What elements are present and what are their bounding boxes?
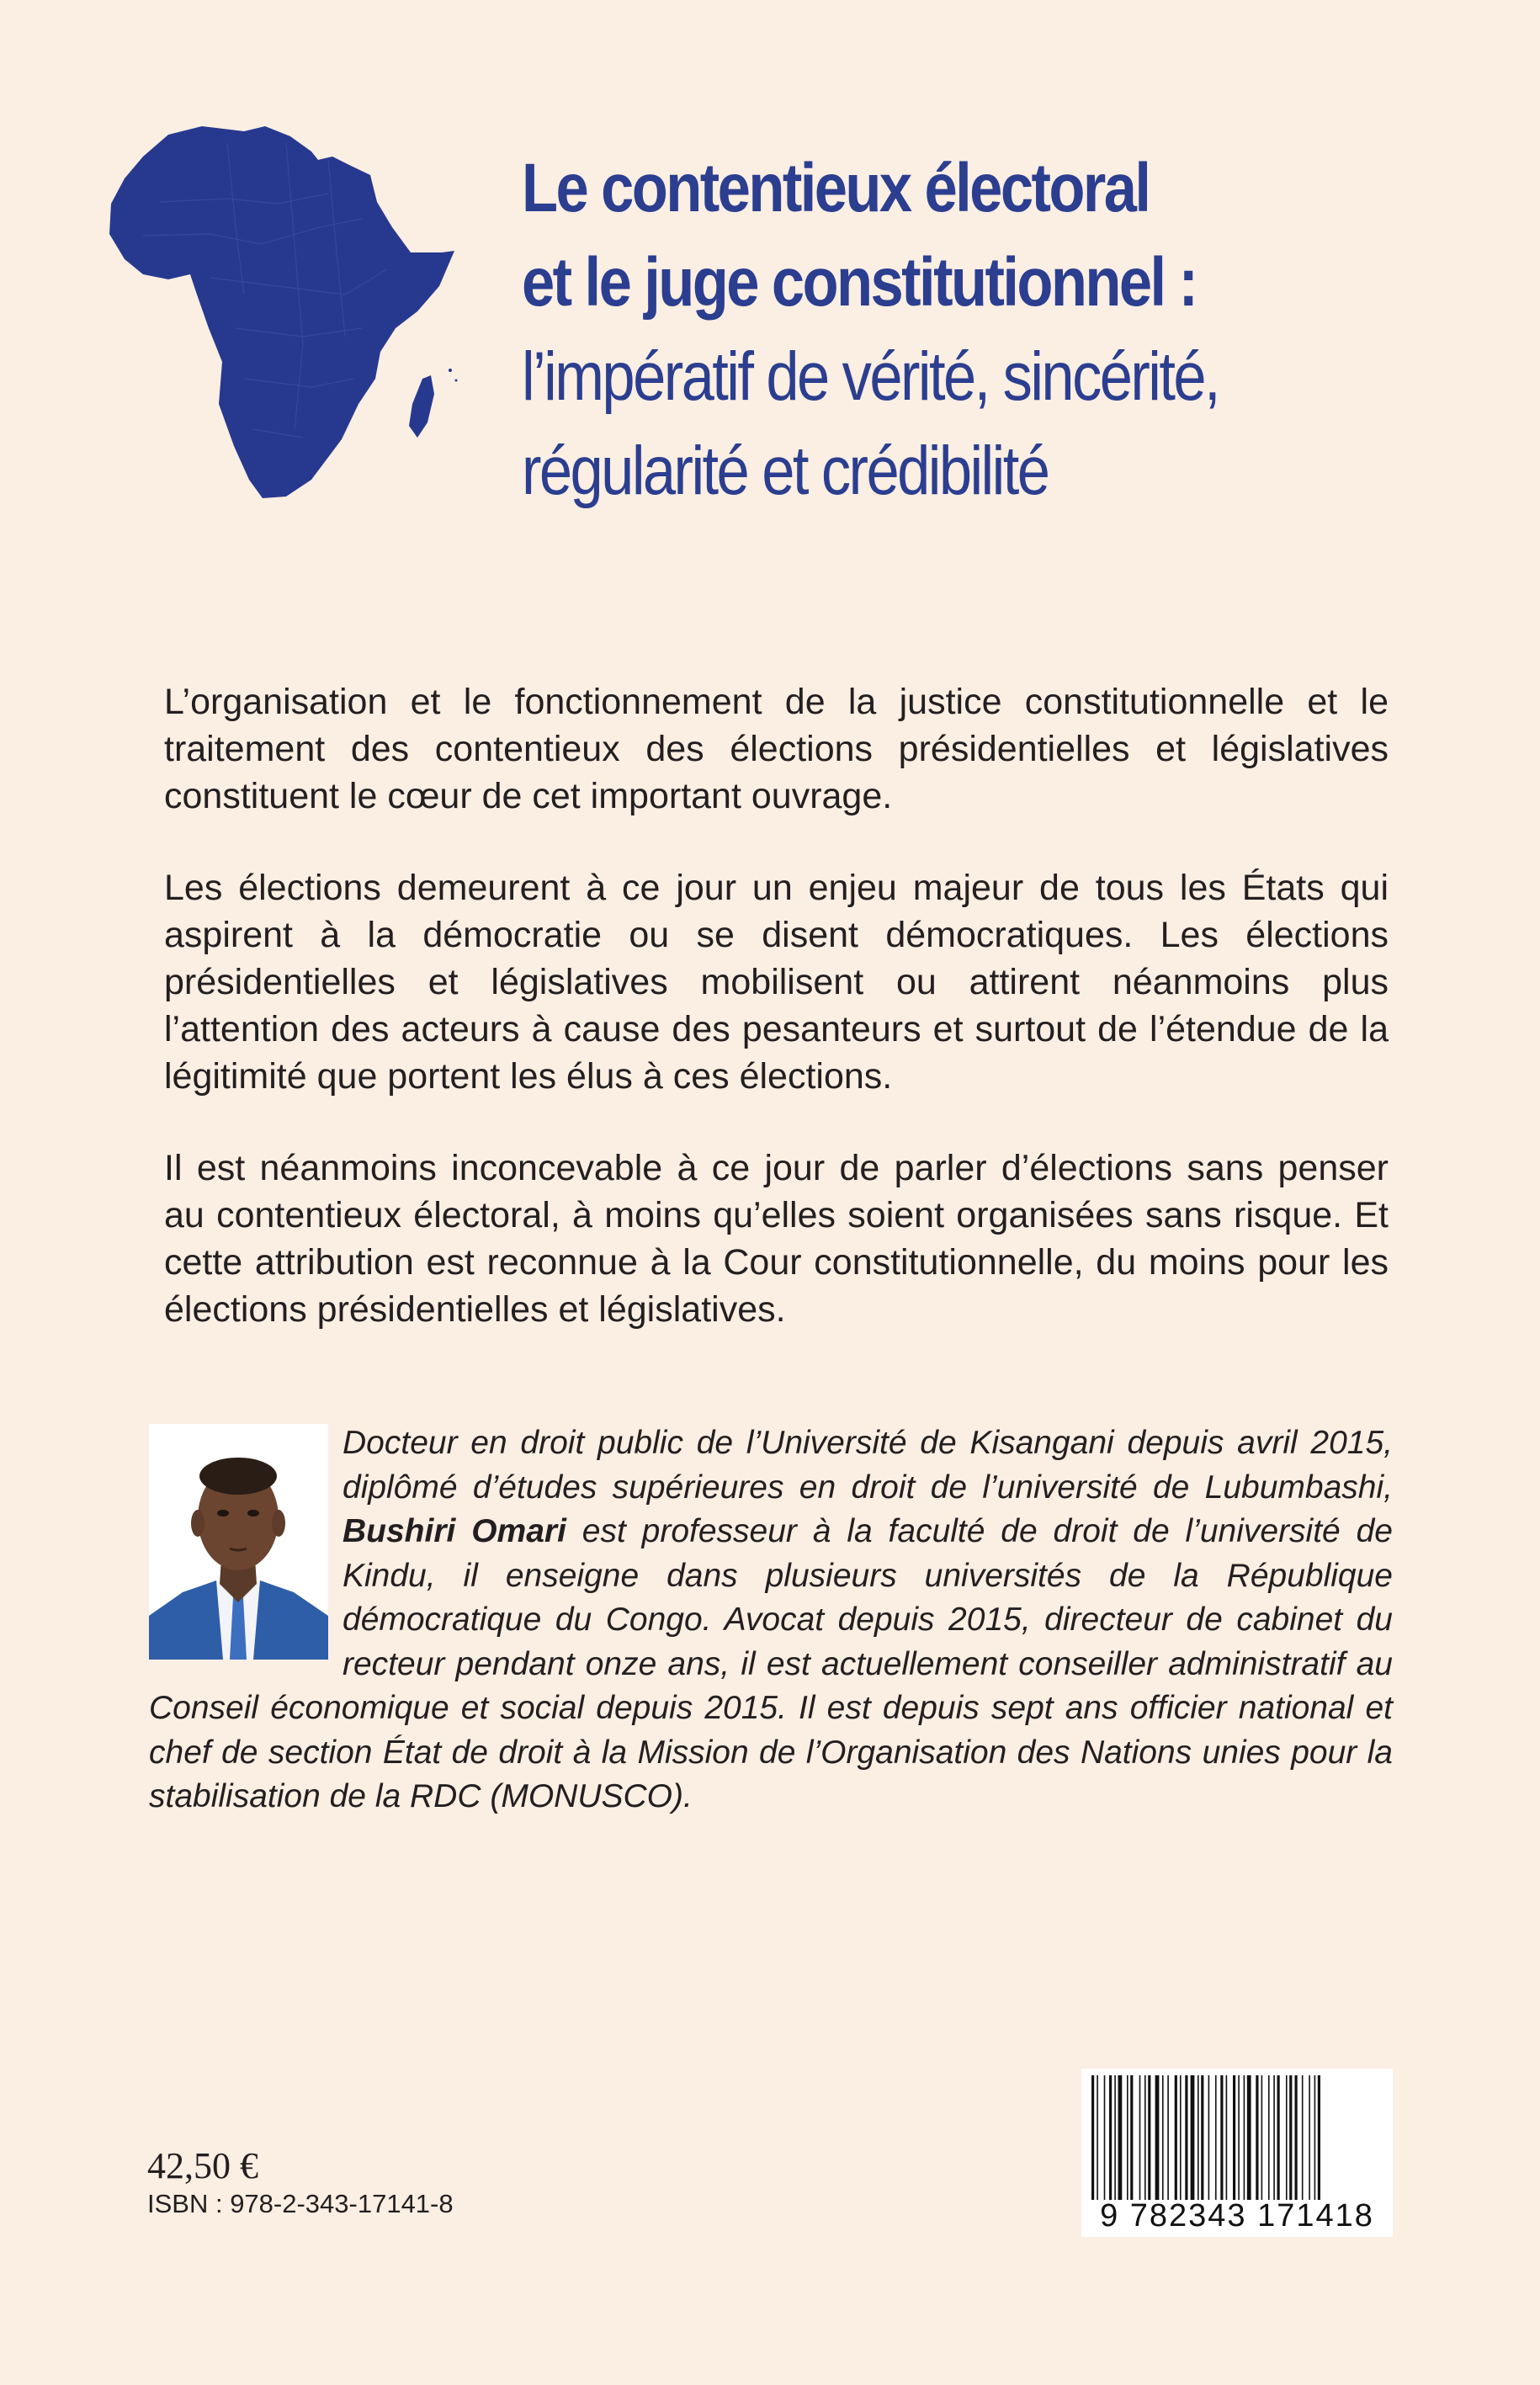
barcode-bar [1148,2075,1150,2200]
bio-text-after: est professeur à la faculté de droit de l’université de Kindu, il enseigne dans plusieurs universités de la République démocratique du Congo. Avocat depuis 2015, directeur de cabinet du recteur pendant onze ans, il est actuellement conseiller administratif au Conseil économique et social depuis 2015. Il est depuis sept ans officier national et chef de section État de droit à la Mission de l’Organisation des Nations unies pour la stabilisation de la RDC (MONUSCO). [149,1513,1393,1814]
isbn: ISBN : 978-2-343-17141-8 [147,2189,454,2218]
barcode-bar [1318,2075,1320,2200]
barcode-bar [1268,2075,1270,2200]
summary-paragraph-1: L’organisation et le fonctionnement de la justice constitutionnelle et le traitement des contentieux des élections présidentielles et législatives constituent le cœur de cet important ouvrage. [164,682,1389,816]
barcode-bar [1244,2075,1245,2200]
barcode-bar [1097,2075,1098,2200]
barcode-bar [1277,2075,1280,2200]
barcode-bar [1167,2075,1169,2200]
barcode-bar [1185,2075,1187,2200]
barcode-bar [1309,2075,1310,2200]
barcode-bar [1314,2075,1316,2200]
subtitle-line-2: régularité et crédibilité [522,433,1049,509]
barcode-bar [1261,2075,1263,2200]
author-name: Bushiri Omari [343,1513,566,1549]
barcode-bar [1091,2075,1094,2200]
barcode-bar [1238,2075,1240,2200]
bio-text-before: Docteur en droit public de l’Université de Kisangani depuis avril 2015, diplômé d’études supérieures en droit de l’université de Lubumbashi, [343,1425,1393,1506]
summary-paragraph-2: Les élections demeurent à ce jour un enjeu majeur de tous les États qui aspirent à la démocratie ou se disent démocratiques. Les élections présidentielles et législatives mobilisent ou attirent néanmoins plus l’attention des acteurs à cause des pesanteurs et surtout de l’étendue de la légitimité que portent les élus à ces élections. [164,868,1389,1097]
book-title [522,141,1447,518]
photo-spacer [149,1421,343,1674]
barcode [1081,2069,1393,2237]
barcode-bar [1286,2075,1288,2200]
barcode-bar [1191,2075,1195,2200]
barcode-bar [1118,2075,1123,2200]
barcode-bar [1226,2075,1228,2200]
barcode-bar [1144,2075,1146,2200]
barcode-bar [1233,2075,1235,2200]
barcode-bar [1109,2075,1112,2200]
barcode-bar [1155,2075,1160,2200]
barcode-bar [1127,2075,1128,2200]
barcode-digits: 9 782343 171418 [1100,2198,1374,2234]
barcode-bar [1289,2075,1292,2200]
barcode-bar [1247,2075,1251,2200]
barcode-bar [1130,2075,1133,2200]
title-line-2: et le juge constitutionnel : [522,244,1197,321]
barcode-bar [1273,2075,1275,2200]
author-bio [149,1421,1393,1819]
barcode-bar [1162,2075,1164,2200]
barcode-bar [1302,2075,1304,2200]
barcode-bars-icon [1088,2075,1386,2200]
barcode-bar [1201,2075,1203,2200]
barcode-bar [1180,2075,1182,2200]
barcode-bar [1197,2075,1199,2200]
barcode-bar [1220,2075,1223,2200]
subtitle-line-1: l’impératif de vérité, sincérité, [522,338,1219,415]
barcode-bar [1114,2075,1116,2200]
barcode-bar [1295,2075,1298,2200]
title-line-1: Le contentieux électoral [522,150,1150,226]
barcode-bar [1139,2075,1141,2200]
barcode-bar [1256,2075,1258,2200]
barcode-bar [1215,2075,1217,2200]
summary-paragraph-3: Il est néanmoins inconcevable à ce jour de parler d’élections sans penser au contentieux électoral, à moins qu’elles soient organisées sans risque. Et cette attribution est reconnue à la Cour constitutionnelle, du moins pour les élections présidentielles et législatives. [164,1148,1389,1330]
barcode-bar [1175,2075,1177,2200]
barcode-bar [1208,2075,1210,2200]
price: 42,50 € [147,2145,258,2186]
africa-map-icon [109,126,471,530]
barcode-bar [1104,2075,1106,2200]
